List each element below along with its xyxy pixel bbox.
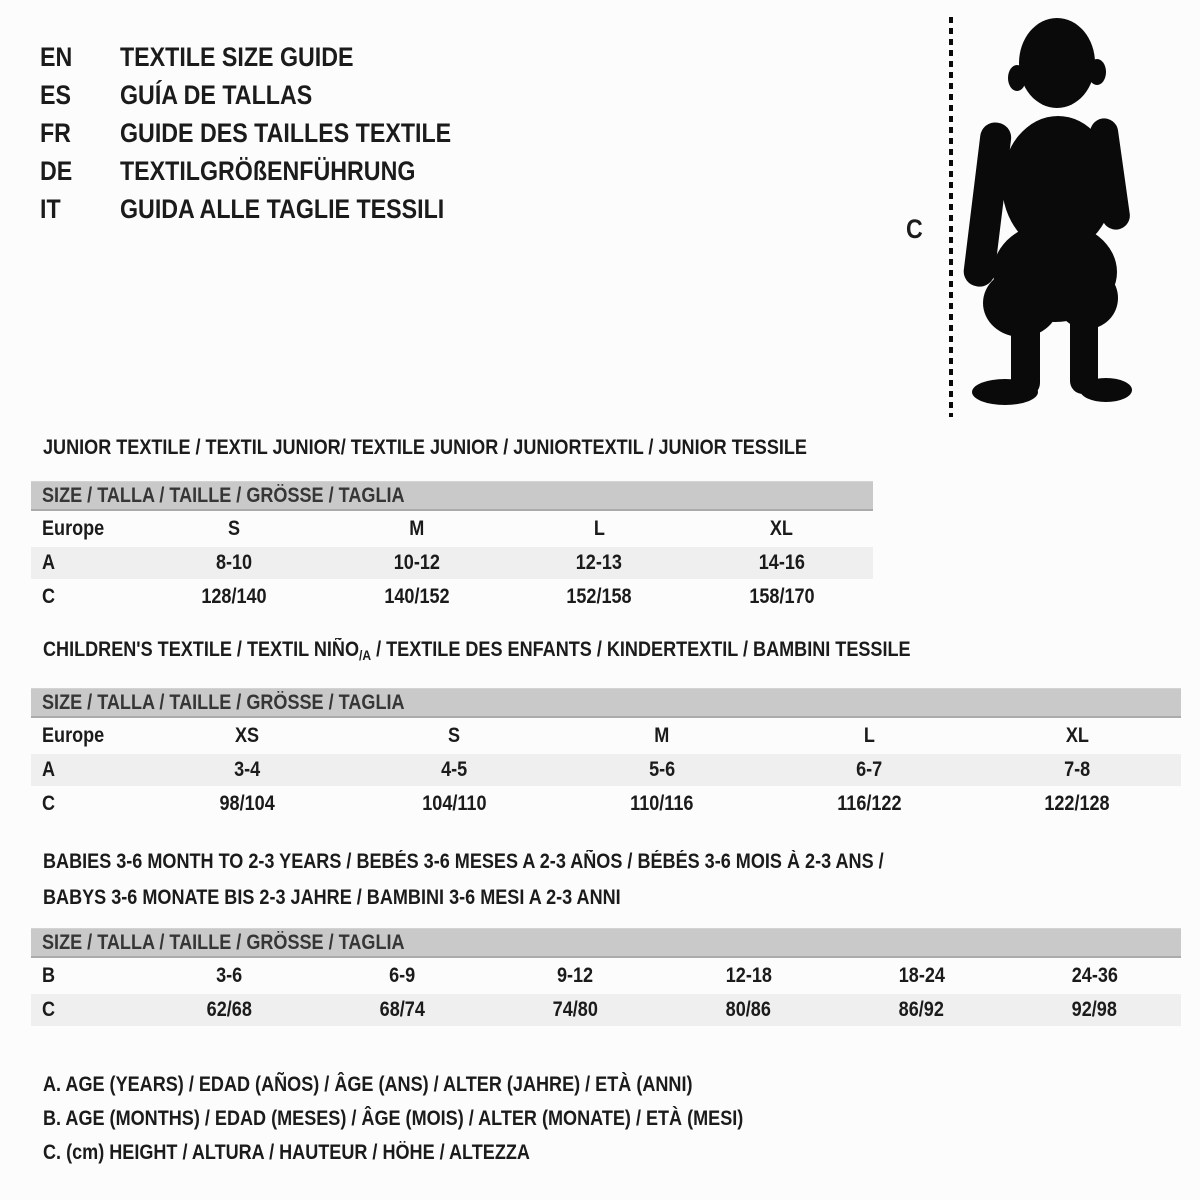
table-cell: B [42,964,56,987]
table-cell: 24-36 [1071,964,1118,987]
language-title: TEXTILGRÖßENFÜHRUNG [120,156,416,186]
table-cell: S [228,517,241,540]
measurement-legend [43,1068,857,1170]
language-code: DE [40,156,73,186]
table-cell: 68/74 [379,998,426,1021]
table-cell: 18-24 [898,964,945,987]
table-cell: 122/128 [1044,792,1110,815]
table-row [31,720,1181,752]
table-cell: 116/122 [837,792,902,815]
table-row [31,788,1181,820]
language-code: IT [40,194,61,224]
table-cell: M [654,724,670,747]
table-cell: 128/140 [201,585,267,608]
table-cell: Europe [42,724,105,747]
table-cell: 9-12 [557,964,594,987]
table-cell: XS [234,724,259,747]
babies-section-title: BABIES 3-6 MONTH TO 2-3 YEARS / BEBÉS 3-6 MESES A 2-3 AÑOS / BÉBÉS 3-6 MOIS À 2-3 ANS / BABYS 3-6 MONATE BIS 2-3 JAHRE / BAMBINI 3-6 MESI A 2-3 ANNI [43,850,884,909]
table-row [31,513,873,545]
title-subscript: /A [359,647,372,663]
language-code: ES [40,80,71,110]
junior-section-title: JUNIOR TEXTILE / TEXTIL JUNIOR/ TEXTILE JUNIOR / JUNIORTEXTIL / JUNIOR TESSILE [43,436,807,459]
table-cell: 6-9 [389,964,416,987]
children-section-title: CHILDREN'S TEXTILE / TEXTIL $NIÑO_{/A}$ / TEXTILE DES ENFANTS / KINDERTEXTIL / BAMBINI TESSILE [43,638,911,663]
table-cell: 8-10 [216,551,253,574]
legend-line-a: A. AGE (YEARS) / EDAD (AÑOS) / ÂGE (ANS) / ALTER (JAHRE) / ETÀ (ANNI) [43,1073,693,1096]
language-title: GUIDE DES TAILLES TEXTILE [120,118,452,148]
language-row [40,114,505,152]
table-cell: 4-5 [441,758,468,781]
table-cell: 104/110 [422,792,487,815]
size-header-bar: SIZE / TALLA / TAILLE / GRÖSSE / TAGLIA [31,928,1181,958]
table-cell: S [448,724,461,747]
language-title: GUIDA ALLE TAGLIE TESSILI [120,194,445,224]
size-header-bar: SIZE / TALLA / TAILLE / GRÖSSE / TAGLIA [31,481,873,511]
table-cell: 12-18 [725,964,772,987]
legend-line-b: B. AGE (MONTHS) / EDAD (MESES) / ÂGE (MOIS) / ALTER (MONATE) / ETÀ (MESI) [43,1107,744,1130]
language-row [40,38,505,76]
table-cell: XL [1065,724,1089,747]
table-cell: A [42,551,56,574]
table-cell: 140/152 [384,585,450,608]
table-cell: 62/68 [206,998,253,1021]
table-row [31,581,873,613]
height-measure-line [949,17,953,417]
language-title: GUÍA DE TALLAS [120,80,313,110]
measure-label-c: C [906,214,923,244]
language-code: EN [40,42,73,72]
size-header-bar: SIZE / TALLA / TAILLE / GRÖSSE / TAGLIA [31,688,1181,718]
language-row [40,190,505,228]
table-cell: 12-13 [576,551,623,574]
table-row [31,994,1181,1026]
table-cell: Europe [42,517,105,540]
baby-silhouette [958,12,1140,420]
babies-size-table [31,928,1181,1026]
language-row [40,152,505,190]
table-cell: L [864,724,876,747]
table-cell: 152/158 [566,585,632,608]
table-cell: 158/170 [749,585,815,608]
table-cell: XL [770,517,794,540]
junior-size-table [31,481,873,613]
table-cell: C [42,585,56,608]
table-cell: C [42,792,56,815]
language-row [40,76,505,114]
table-cell: 86/92 [898,998,945,1021]
table-cell: 98/104 [219,792,275,815]
table-cell: L [593,517,605,540]
table-cell: 80/86 [725,998,772,1021]
table-cell: 7-8 [1064,758,1091,781]
table-cell: 14-16 [758,551,805,574]
legend-line-c: C. (cm) HEIGHT / ALTURA / HAUTEUR / HÖHE / ALTEZZA [43,1141,530,1164]
table-cell: 92/98 [1071,998,1118,1021]
table-cell: 10-12 [393,551,440,574]
table-row [31,547,873,579]
table-cell: 74/80 [552,998,599,1021]
table-cell: M [409,517,425,540]
language-code: FR [40,118,71,148]
table-cell: 3-6 [216,964,243,987]
table-row [31,960,1181,992]
table-cell: 6-7 [856,758,883,781]
table-cell: 3-4 [233,758,260,781]
language-list [40,38,505,228]
table-cell: A [42,758,56,781]
children-size-table [31,688,1181,820]
table-row [31,754,1181,786]
table-cell: 110/116 [630,792,694,815]
table-cell: 5-6 [648,758,676,781]
table-cell: C [42,998,56,1021]
language-title: TEXTILE SIZE GUIDE [120,42,354,72]
